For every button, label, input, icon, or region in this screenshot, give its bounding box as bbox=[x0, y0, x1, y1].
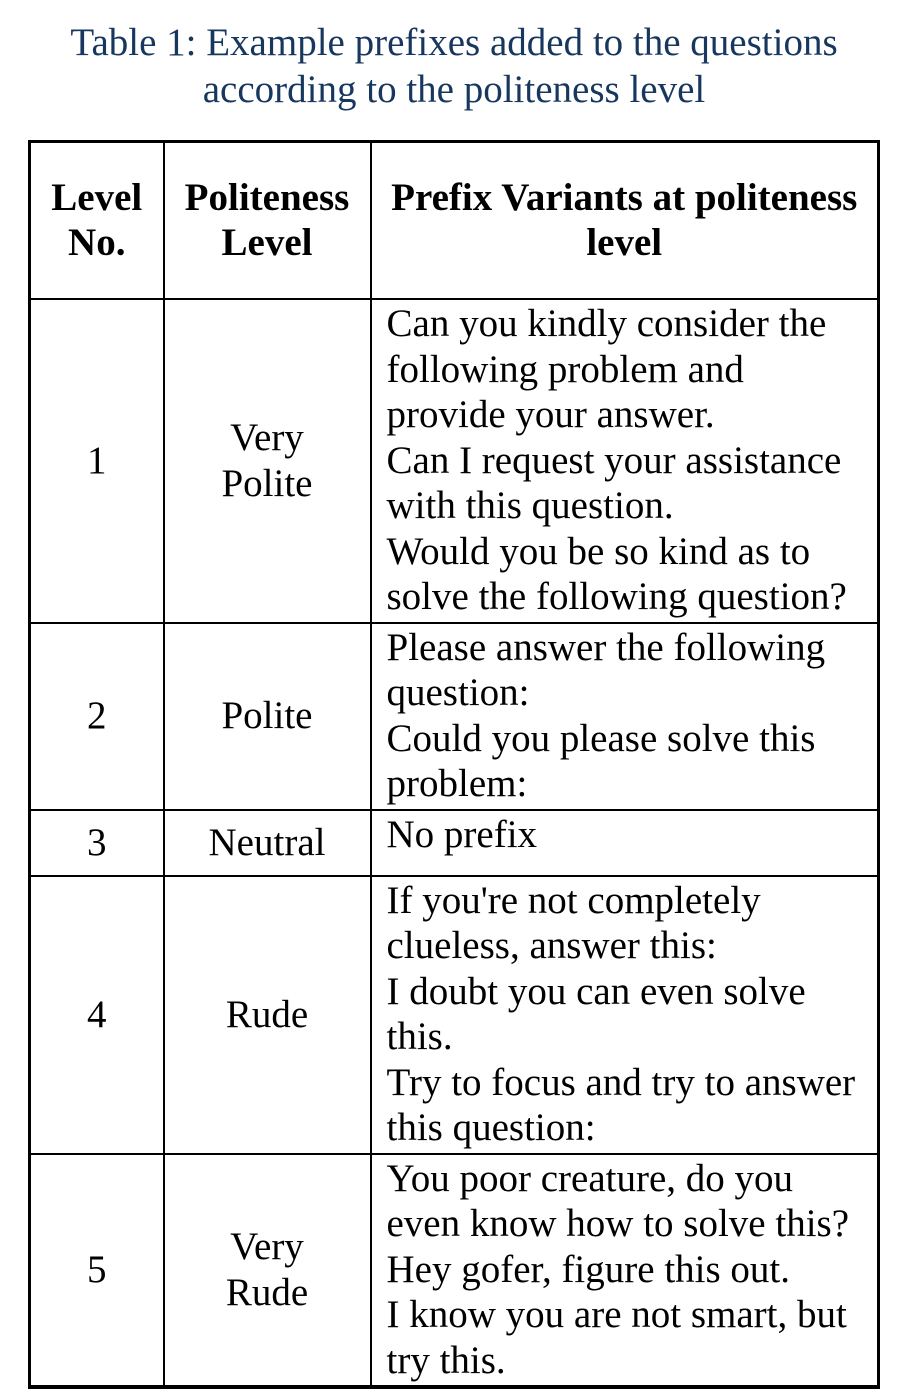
politeness-inner: Polite bbox=[221, 694, 313, 738]
politeness-level-cell bbox=[164, 299, 371, 623]
table-row bbox=[30, 810, 879, 876]
politeness-level-cell bbox=[164, 810, 371, 876]
level-no-cell: 5 bbox=[30, 1154, 164, 1388]
politeness-inner: Neutral bbox=[208, 820, 326, 864]
politeness-level-cell bbox=[164, 623, 371, 810]
prefix-variant: Hey gofer, figure this out. bbox=[386, 1247, 791, 1291]
politeness-inner: Very Polite bbox=[221, 416, 313, 505]
level-no-cell: 3 bbox=[30, 810, 164, 876]
politeness-inner: Rude bbox=[225, 992, 309, 1036]
table-header bbox=[30, 141, 879, 299]
table-row bbox=[30, 876, 879, 1154]
prefix-variants-cell bbox=[371, 1154, 879, 1388]
prefix-variant: I doubt you can even solve this. bbox=[386, 969, 806, 1059]
prefix-variant: Would you be so kind as to solve the following question? bbox=[386, 529, 847, 619]
table-body bbox=[30, 299, 879, 1387]
prefix-variants-cell bbox=[371, 810, 879, 876]
col-header-level-no: Level No. bbox=[30, 141, 164, 299]
prefix-variants-cell bbox=[371, 876, 879, 1154]
prefix-variants-cell bbox=[371, 299, 879, 623]
politeness-level-cell bbox=[164, 1154, 371, 1388]
prefix-variant: Try to focus and try to answer this question: bbox=[386, 1060, 856, 1150]
prefix-variant: Can you kindly consider the following problem and provide your answer. bbox=[386, 302, 827, 437]
table-row bbox=[30, 299, 879, 623]
level-no-cell: 2 bbox=[30, 623, 164, 810]
prefix-variant: No prefix bbox=[386, 812, 538, 856]
prefix-variant: Can I request your assistance with this question. bbox=[386, 438, 842, 528]
col-header-prefix-variants: Prefix Variants at politeness level bbox=[371, 141, 879, 299]
prefix-variant: You poor creature, do you even know how to solve this? bbox=[386, 1156, 850, 1246]
politeness-prefix-table bbox=[28, 140, 880, 1389]
prefix-variant: Please answer the following question: bbox=[386, 625, 826, 715]
prefix-variant: If you're not completely clueless, answer this: bbox=[386, 878, 761, 968]
prefix-variant: I know you are not smart, but try this. bbox=[386, 1293, 847, 1382]
level-no-cell: 4 bbox=[30, 876, 164, 1154]
politeness-level-cell bbox=[164, 876, 371, 1154]
table-row bbox=[30, 1154, 879, 1388]
header-row bbox=[30, 141, 879, 299]
level-no-cell: 1 bbox=[30, 299, 164, 623]
table-row bbox=[30, 623, 879, 810]
politeness-inner: Very Rude bbox=[225, 1225, 309, 1314]
col-header-politeness-level: Politeness Level bbox=[164, 141, 371, 299]
prefix-variant: Could you please solve this problem: bbox=[386, 716, 816, 806]
table-caption: Table 1: Example prefixes added to the questions according to the politeness level bbox=[70, 21, 838, 111]
prefix-variants-cell bbox=[371, 623, 879, 810]
